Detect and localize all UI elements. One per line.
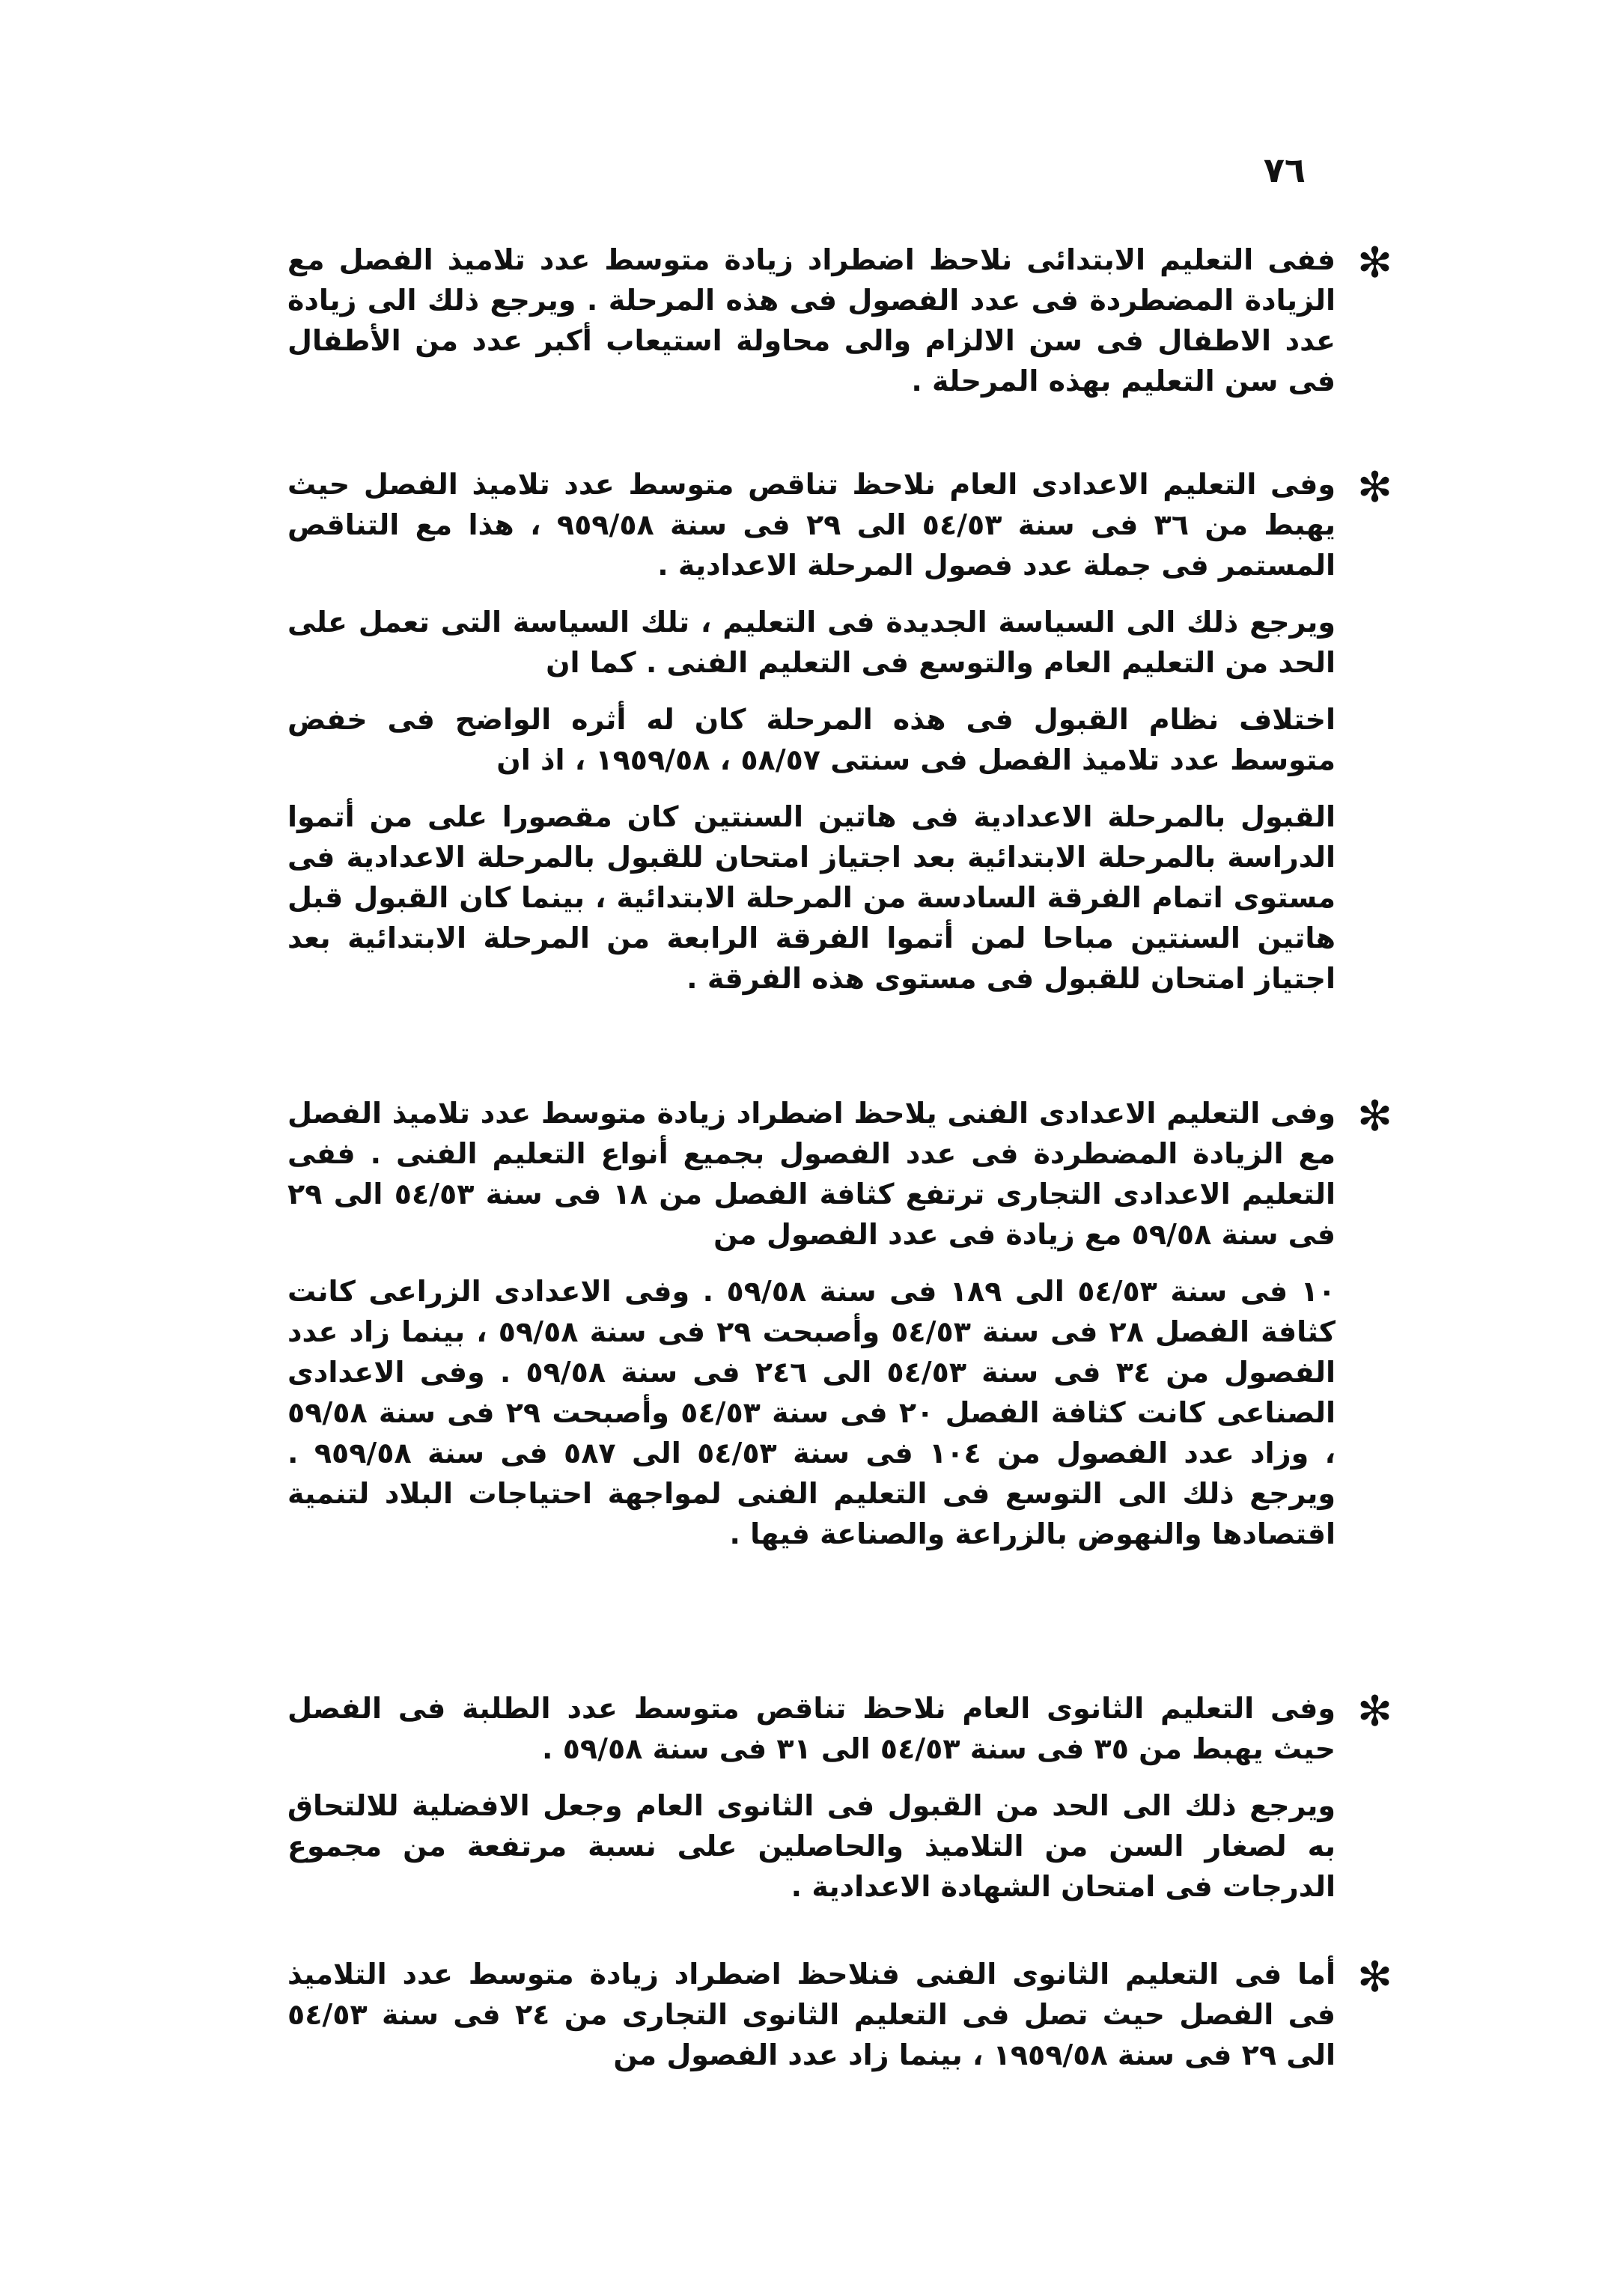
paragraph: وفى التعليم الثانوى العام نلاحظ تناقص متوسط عدد الطلبة فى الفصل حيث يهبط من ٣٥ فى سنة ٥٤/٥٣ الى ٣١ فى سنة ٥٩/٥٨ . [287, 1692, 1336, 1765]
section-general-preparatory-education [287, 463, 1392, 999]
section-general-secondary-education [287, 1687, 1392, 1907]
bullet-asterisk-icon: ✻ [1357, 1687, 1392, 1736]
section-technical-secondary-education [287, 1953, 1392, 2075]
paragraph: اختلاف نظام القبول فى هذه المرحلة كان له أثره الواضح فى خفض متوسط عدد تلاميذ الفصل فى سنتى ٥٨/٥٧ ، ١٩٥٩/٥٨ ، اذ ان [287, 703, 1336, 776]
paragraph: ١٠ فى سنة ٥٤/٥٣ الى ١٨٩ فى سنة ٥٩/٥٨ . وفى الاعدادى الزراعى كانت كثافة الفصل ٢٨ فى سنة ٥٤/٥٣ وأصبحت ٢٩ فى سنة ٥٩/٥٨ ، بينما زاد عدد الفصول من ٣٤ فى سنة ٥٤/٥٣ الى ٢٤٦ فى سنة ٥٩/٥٨ . وفى الاعدادى الصناعى كانت كثافة الفصل ٢٠ فى سنة ٥٤/٥٣ وأصبحت ٢٩ فى سنة ٥٩/٥٨ ، وزاد عدد الفصول من ١٠٤ فى سنة ٥٤/٥٣ الى ٥٨٧ فى سنة ٩٥٩/٥٨ . ويرجع ذلك الى التوسع فى التعليم الفنى لمواجهة احتياجات البلاد لتنمية اقتصادها والنهوض بالزراعة والصناعة فيها . [287, 1275, 1336, 1550]
paragraph: أما فى التعليم الثانوى الفنى فنلاحظ اضطراد زيادة متوسط عدد التلاميذ فى الفصل حيث تصل فى التعليم الثانوى التجارى من ٢٤ فى سنة ٥٤/٥٣ الى ٢٩ فى سنة ١٩٥٩/٥٨ ، بينما زاد عدد الفصول من [287, 1958, 1336, 2071]
paragraph: ويرجع ذلك الى الحد من القبول فى الثانوى العام وجعل الافضلية للالتحاق به لصغار السن من التلاميذ والحاصلين على نسبة مرتفعة من مجموع الدرجات فى امتحان الشهادة الاعدادية . [287, 1789, 1336, 1903]
bullet-asterisk-icon: ✻ [1357, 239, 1392, 287]
bullet-asterisk-icon: ✻ [1357, 463, 1392, 512]
page-number: ٧٦ [1263, 150, 1306, 190]
paragraph: ففى التعليم الابتدائى نلاحظ اضطراد زيادة متوسط عدد تلاميذ الفصل مع الزيادة المضطردة فى عدد الفصول فى هذه المرحلة . ويرجع ذلك الى زيادة عدد الاطفال فى سن الالزام والى محاولة استيعاب أكبر عدد من الأطفال فى سن التعليم بهذه المرحلة . [287, 243, 1336, 398]
paragraph: وفى التعليم الاعدادى العام نلاحظ تناقص متوسط عدد تلاميذ الفصل حيث يهبط من ٣٦ فى سنة ٥٤/٥٣ الى ٢٩ فى سنة ٩٥٩/٥٨ ، هذا مع التناقص المستمر فى جملة عدد فصول المرحلة الاعدادية . [287, 468, 1336, 582]
section-technical-preparatory-education [287, 1092, 1392, 1554]
paragraph: ويرجع ذلك الى السياسة الجديدة فى التعليم ، تلك السياسة التى تعمل على الحد من التعليم العام والتوسع فى التعليم الفنى . كما ان [287, 606, 1336, 679]
section-primary-education [287, 239, 1392, 401]
paragraph: القبول بالمرحلة الاعدادية فى هاتين السنتين كان مقصورا على من أتموا الدراسة بالمرحلة الابتدائية بعد اجتياز امتحان للقبول بالمرحلة الاعدادية فى مستوى اتمام الفرقة السادسة من المرحلة الابتدائية ، بينما كان القبول قبل هاتين السنتين مباحا لمن أتموا الفرقة الرابعة من المرحلة الابتدائية بعد اجتياز امتحان للقبول فى مستوى هذه الفرقة . [287, 800, 1336, 995]
bullet-asterisk-icon: ✻ [1357, 1953, 1392, 2002]
paragraph: وفى التعليم الاعدادى الفنى يلاحظ اضطراد زيادة متوسط عدد تلاميذ الفصل مع الزيادة المضطردة فى عدد الفصول بجميع أنواع التعليم الفنى . ففى التعليم الاعدادى التجارى ترتفع كثافة الفصل من ١٨ فى سنة ٥٤/٥٣ الى ٢٩ فى سنة ٥٩/٥٨ مع زيادة فى عدد الفصول من [287, 1097, 1336, 1251]
bullet-asterisk-icon: ✻ [1357, 1092, 1392, 1141]
